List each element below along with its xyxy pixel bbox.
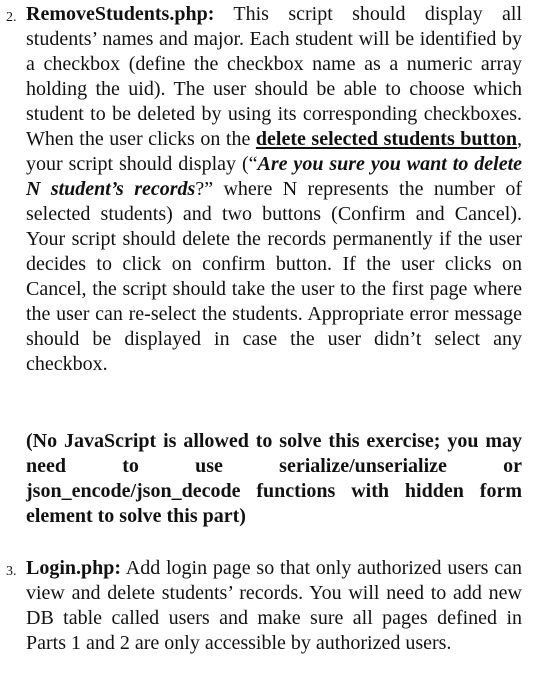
delete-selected-students-button-ref: delete selected students button bbox=[255, 128, 517, 150]
item-text-part-1: This script should display all students’ names and major. Each student will be identified by a checkbox (define the checkbox name as a numeric array holding the uid). The user should be able to choose which student to be deleted by using its corresponding checkboxes. When the user clicks on the bbox=[26, 3, 522, 150]
item-text-part-2: , your script should display (“ bbox=[26, 128, 522, 175]
requirement-item-login bbox=[6, 556, 522, 656]
item-number: 2. bbox=[6, 10, 17, 25]
confirmation-prompt-text: Are you sure you want to delete N student’s records bbox=[26, 153, 523, 200]
item-body: Add login page so that only authorized users can view and delete students’ records. You will need to add new DB table called users and make sure all pages defined in Parts 1 and 2 are only accessible by authorized users. bbox=[26, 557, 522, 654]
item-text-part-3: ?” where N represents the number of selected students) and two buttons (Confirm and Cancel). Your script should delete the records permanently if the user decides to click on confirm button. If the user clicks on Cancel, the script should take the user to the first page where the user can re-select the students. Appropriate error message should be displayed in case the user didn’t select any checkbox. bbox=[26, 178, 522, 375]
item-paragraph bbox=[26, 2, 522, 377]
item-number: 3. bbox=[6, 564, 17, 579]
item-paragraph bbox=[26, 556, 522, 656]
no-javascript-note: (No JavaScript is allowed to solve this exercise; you may need to use serialize/unserialize or json_encode/json_decode functions with hidden form element to solve this part) bbox=[26, 430, 522, 527]
item-title: Login.php: bbox=[26, 557, 122, 579]
requirement-item-remove-students bbox=[6, 2, 522, 377]
item-title: RemoveStudents.php: bbox=[26, 3, 215, 25]
